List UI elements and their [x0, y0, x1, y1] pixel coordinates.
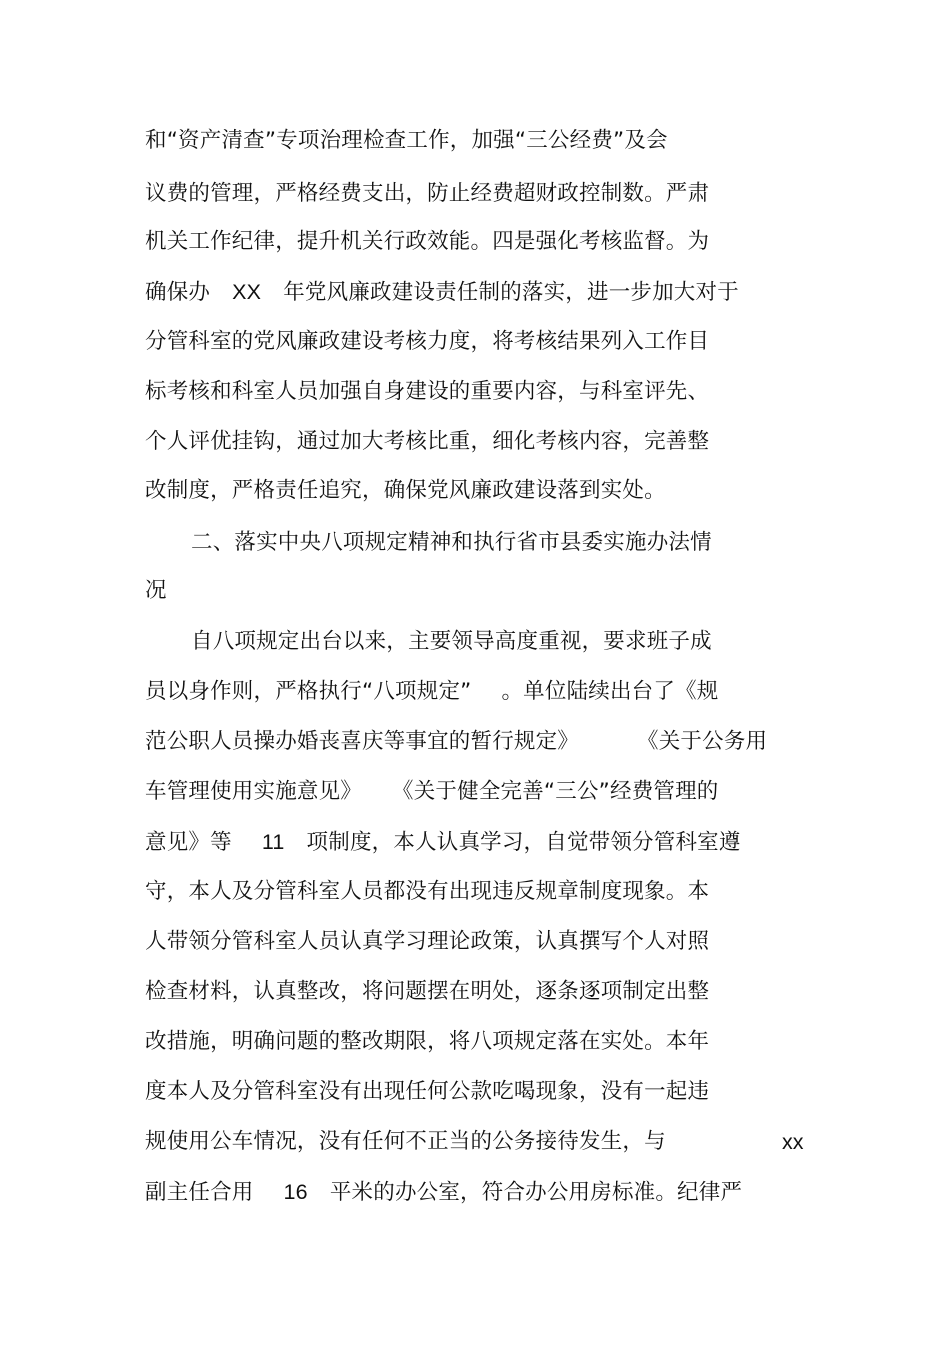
paragraph-line: 度本人及分管科室没有出现任何公款吃喝现象，没有一起违 — [145, 1079, 710, 1104]
paragraph-line: 机关工作纪律，提升机关行政效能。四是强化考核监督。为 — [145, 229, 710, 254]
name-placeholder: xx — [782, 1130, 804, 1154]
paragraph-line: 和“资产清查”专项治理检查工作，加强“三公经费”及会 — [145, 128, 668, 153]
paragraph-line: 标考核和科室人员加强自身建设的重要内容，与科室评先、 — [145, 379, 710, 404]
paragraph-line: 确保办 XX 年党风廉政建设责任制的落实，进一步加大对于 — [145, 280, 739, 305]
paragraph-line: 自八项规定出台以来，主要领导高度重视，要求班子成 — [191, 629, 712, 654]
paragraph-line: 人带领分管科室人员认真学习理论政策，认真撰写个人对照 — [145, 929, 710, 954]
section-heading: 二、落实中央八项规定精神和执行省市县委实施办法情 — [191, 530, 712, 555]
paragraph-line: 议费的管理，严格经费支出，防止经费超财政控制数。严肃 — [145, 181, 710, 206]
paragraph-line: 员以身作则，严格执行“八项规定” 。单位陆续出台了《规 — [145, 679, 719, 704]
paragraph-line: 改措施，明确问题的整改期限，将八项规定落在实处。本年 — [145, 1029, 710, 1054]
paragraph-line: 个人评优挂钩，通过加大考核比重，细化考核内容，完善整 — [145, 429, 710, 454]
paragraph-line: 意见》等 11 项制度，本人认真学习，自觉带领分管科室遵 — [145, 830, 741, 855]
paragraph-line: 规使用公车情况，没有任何不正当的公务接待发生，与 — [145, 1129, 666, 1154]
paragraph-line: 检查材料，认真整改，将问题摆在明处，逐条逐项制定出整 — [145, 979, 710, 1004]
section-heading-continued: 况 — [145, 578, 167, 603]
paragraph-line: 范公职人员操办婚丧喜庆等事宜的暂行规定》 《关于公务用 — [145, 729, 768, 754]
paragraph-line: 改制度，严格责任追究，确保党风廉政建设落到实处。 — [145, 478, 666, 503]
paragraph-line: 分管科室的党风廉政建设考核力度，将考核结果列入工作目 — [145, 329, 710, 354]
paragraph-line: 守，本人及分管科室人员都没有出现违反规章制度现象。本 — [145, 879, 710, 904]
paragraph-line: 副主任合用 16 平米的办公室，符合办公用房标准。纪律严 — [145, 1180, 743, 1205]
paragraph-line: 车管理使用实施意见》 《关于健全完善“三公”经费管理的 — [145, 779, 719, 804]
